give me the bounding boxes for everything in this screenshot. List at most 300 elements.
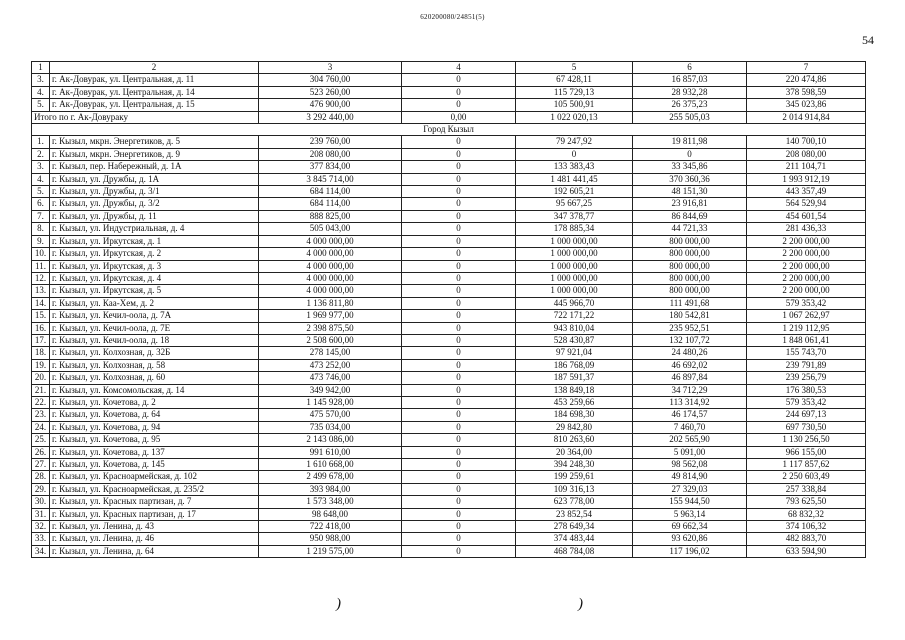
table-row	[32, 86, 866, 98]
row-number: 22.	[32, 396, 50, 408]
table-row	[32, 297, 866, 309]
table-row	[32, 459, 866, 471]
amount-col3-cell: 4 000 000,00	[259, 248, 402, 260]
amount-col6-cell: 16 857,03	[633, 74, 747, 86]
column-number: 5	[516, 62, 633, 74]
amount-col4-cell: 0	[402, 198, 516, 210]
amount-col3-cell: 505 043,00	[259, 223, 402, 235]
amount-col5-cell: 1 481 441,45	[516, 173, 633, 185]
amount-col7-cell: 155 743,70	[747, 347, 866, 359]
total-amount-cell: 3 292 440,00	[259, 111, 402, 123]
amount-col7-cell: 1 130 256,50	[747, 434, 866, 446]
amount-col3-cell: 4 000 000,00	[259, 272, 402, 284]
amount-col7-cell: 1 993 912,19	[747, 173, 866, 185]
address-cell: г. Кызыл, ул. Ленина, д. 64	[50, 545, 259, 557]
table-row	[32, 533, 866, 545]
address-cell: г. Ак-Довурак, ул. Центральная, д. 14	[50, 86, 259, 98]
amount-col5-cell: 97 921,04	[516, 347, 633, 359]
address-cell: г. Кызыл, ул. Кочетова, д. 145	[50, 459, 259, 471]
row-number: 4.	[32, 86, 50, 98]
table-row	[32, 260, 866, 272]
amount-col7-cell: 2 200 000,00	[747, 272, 866, 284]
row-number: 20.	[32, 372, 50, 384]
amount-col4-cell: 0	[402, 310, 516, 322]
row-number: 21.	[32, 384, 50, 396]
amount-col4-cell: 0	[402, 533, 516, 545]
amount-col4-cell: 0	[402, 161, 516, 173]
amount-col6-cell: 34 712,29	[633, 384, 747, 396]
amount-col6-cell: 800 000,00	[633, 285, 747, 297]
amount-col7-cell: 220 474,86	[747, 74, 866, 86]
row-number: 29.	[32, 483, 50, 495]
address-cell: г. Кызыл, ул. Иркутская, д. 5	[50, 285, 259, 297]
table-row	[32, 136, 866, 148]
amount-col4-cell: 0	[402, 372, 516, 384]
table-row	[32, 434, 866, 446]
amount-col7-cell: 68 832,32	[747, 508, 866, 520]
amount-col6-cell: 46 174,57	[633, 409, 747, 421]
amount-col6-cell: 800 000,00	[633, 235, 747, 247]
amount-col7-cell: 1 219 112,95	[747, 322, 866, 334]
amount-col5-cell: 192 605,21	[516, 186, 633, 198]
amount-col4-cell: 0	[402, 545, 516, 557]
amount-col7-cell: 378 598,59	[747, 86, 866, 98]
handwritten-mark: )	[336, 596, 341, 612]
amount-col5-cell: 1 000 000,00	[516, 272, 633, 284]
amount-col7-cell: 2 200 000,00	[747, 260, 866, 272]
amount-col6-cell: 132 107,72	[633, 334, 747, 346]
row-number: 24.	[32, 421, 50, 433]
table-row	[32, 285, 866, 297]
total-amount-cell: 2 014 914,84	[747, 111, 866, 123]
amount-col7-cell: 345 023,86	[747, 99, 866, 111]
amount-col5-cell: 468 784,08	[516, 545, 633, 557]
row-number: 25.	[32, 434, 50, 446]
amount-col4-cell: 0	[402, 359, 516, 371]
amount-col7-cell: 176 380,53	[747, 384, 866, 396]
column-number: 3	[259, 62, 402, 74]
amount-col5-cell: 278 649,34	[516, 521, 633, 533]
amount-col7-cell: 579 353,42	[747, 396, 866, 408]
table-row	[32, 334, 866, 346]
table-row	[32, 99, 866, 111]
amount-col4-cell: 0	[402, 74, 516, 86]
amount-col7-cell: 239 256,79	[747, 372, 866, 384]
amount-col4-cell: 0	[402, 148, 516, 160]
amount-col5-cell: 810 263,60	[516, 434, 633, 446]
amount-col7-cell: 443 357,49	[747, 186, 866, 198]
table-row	[32, 272, 866, 284]
address-cell: г. Кызыл, ул. Дружбы, д. 3/2	[50, 198, 259, 210]
row-number: 6.	[32, 198, 50, 210]
amount-col6-cell: 23 916,81	[633, 198, 747, 210]
address-cell: г. Кызыл, ул. Дружбы, д. 11	[50, 210, 259, 222]
address-cell: г. Кызыл, ул. Красных партизан, д. 7	[50, 496, 259, 508]
address-cell: г. Кызыл, ул. Кочетова, д. 64	[50, 409, 259, 421]
amount-col7-cell: 239 791,89	[747, 359, 866, 371]
amount-col4-cell: 0	[402, 285, 516, 297]
amount-col6-cell: 5 963,14	[633, 508, 747, 520]
address-cell: г. Кызыл, ул. Кочетова, д. 2	[50, 396, 259, 408]
amount-col7-cell: 2 200 000,00	[747, 285, 866, 297]
amount-col5-cell: 178 885,34	[516, 223, 633, 235]
address-cell: г. Кызыл, ул. Иркутская, д. 3	[50, 260, 259, 272]
amount-col3-cell: 1 610 668,00	[259, 459, 402, 471]
amount-col5-cell: 0	[516, 148, 633, 160]
amount-col6-cell: 370 360,36	[633, 173, 747, 185]
table-row	[32, 148, 866, 160]
table-row	[32, 372, 866, 384]
amount-col4-cell: 0	[402, 186, 516, 198]
amount-col6-cell: 800 000,00	[633, 248, 747, 260]
total-amount-cell: 1 022 020,13	[516, 111, 633, 123]
address-cell: г. Кызыл, ул. Индустриальная, д. 4	[50, 223, 259, 235]
amount-col3-cell: 473 746,00	[259, 372, 402, 384]
amount-col3-cell: 239 760,00	[259, 136, 402, 148]
address-cell: г. Кызыл, ул. Иркутская, д. 1	[50, 235, 259, 247]
amount-col7-cell: 244 697,13	[747, 409, 866, 421]
row-number: 31.	[32, 508, 50, 520]
table-row	[32, 74, 866, 86]
amount-col4-cell: 0	[402, 347, 516, 359]
amount-col3-cell: 377 834,00	[259, 161, 402, 173]
amount-col4-cell: 0	[402, 136, 516, 148]
amount-col7-cell: 1 067 262,97	[747, 310, 866, 322]
row-number: 10.	[32, 248, 50, 260]
address-cell: г. Кызыл, ул. Красноармейская, д. 235/2	[50, 483, 259, 495]
amount-col7-cell: 1 848 061,41	[747, 334, 866, 346]
amount-col6-cell: 800 000,00	[633, 272, 747, 284]
amount-col5-cell: 453 259,66	[516, 396, 633, 408]
table-row	[32, 198, 866, 210]
row-number: 2.	[32, 148, 50, 160]
amount-col3-cell: 684 114,00	[259, 198, 402, 210]
address-cell: г. Кызыл, ул. Кечил-оола, д. 7Е	[50, 322, 259, 334]
amount-col6-cell: 19 811,98	[633, 136, 747, 148]
row-number: 1.	[32, 136, 50, 148]
amount-col6-cell: 800 000,00	[633, 260, 747, 272]
address-cell: г. Кызыл, ул. Кечил-оола, д. 7А	[50, 310, 259, 322]
amount-col3-cell: 2 143 086,00	[259, 434, 402, 446]
address-cell: г. Кызыл, ул. Иркутская, д. 2	[50, 248, 259, 260]
amount-col6-cell: 48 151,30	[633, 186, 747, 198]
amount-col3-cell: 1 145 928,00	[259, 396, 402, 408]
table-row	[32, 310, 866, 322]
amount-col4-cell: 0	[402, 409, 516, 421]
amount-col5-cell: 347 378,77	[516, 210, 633, 222]
table-row	[32, 384, 866, 396]
amount-col7-cell: 966 155,00	[747, 446, 866, 458]
address-cell: г. Кызыл, ул. Комсомольская, д. 14	[50, 384, 259, 396]
column-number: 2	[50, 62, 259, 74]
amount-col5-cell: 722 171,22	[516, 310, 633, 322]
amount-col7-cell: 211 104,71	[747, 161, 866, 173]
address-cell: г. Кызыл, ул. Колхозная, д. 60	[50, 372, 259, 384]
amount-col6-cell: 180 542,81	[633, 310, 747, 322]
row-number: 17.	[32, 334, 50, 346]
amount-col4-cell: 0	[402, 235, 516, 247]
amount-col4-cell: 0	[402, 223, 516, 235]
table-row	[32, 496, 866, 508]
amount-col3-cell: 2 499 678,00	[259, 471, 402, 483]
amount-col4-cell: 0	[402, 508, 516, 520]
table-row	[32, 173, 866, 185]
amount-col4-cell: 0	[402, 421, 516, 433]
row-number: 9.	[32, 235, 50, 247]
section-row	[32, 124, 866, 136]
amount-col3-cell: 4 000 000,00	[259, 285, 402, 297]
total-row	[32, 111, 866, 123]
amount-col3-cell: 98 648,00	[259, 508, 402, 520]
total-label: Итого по г. Ак-Довураку	[32, 111, 259, 123]
amount-col6-cell: 235 952,51	[633, 322, 747, 334]
row-number: 30.	[32, 496, 50, 508]
amount-col3-cell: 473 252,00	[259, 359, 402, 371]
amount-col6-cell: 117 196,02	[633, 545, 747, 557]
amount-col4-cell: 0	[402, 446, 516, 458]
amount-col6-cell: 44 721,33	[633, 223, 747, 235]
amount-col4-cell: 0	[402, 322, 516, 334]
address-cell: г. Кызыл, ул. Кочетова, д. 95	[50, 434, 259, 446]
row-number: 5.	[32, 99, 50, 111]
table-row	[32, 210, 866, 222]
row-number: 28.	[32, 471, 50, 483]
address-cell: г. Кызыл, ул. Красных партизан, д. 17	[50, 508, 259, 520]
amount-col6-cell: 46 897,84	[633, 372, 747, 384]
row-number: 33.	[32, 533, 50, 545]
amount-col3-cell: 304 760,00	[259, 74, 402, 86]
amount-col6-cell: 111 491,68	[633, 297, 747, 309]
address-cell: г. Кызыл, ул. Колхозная, д. 32Б	[50, 347, 259, 359]
amount-col7-cell: 2 250 603,49	[747, 471, 866, 483]
amount-col3-cell: 888 825,00	[259, 210, 402, 222]
amount-col3-cell: 1 219 575,00	[259, 545, 402, 557]
amount-col5-cell: 1 000 000,00	[516, 248, 633, 260]
amount-col6-cell: 86 844,69	[633, 210, 747, 222]
amount-col5-cell: 394 248,30	[516, 459, 633, 471]
amount-col7-cell: 579 353,42	[747, 297, 866, 309]
amount-col7-cell: 2 200 000,00	[747, 235, 866, 247]
address-cell: г. Кызыл, ул. Кочетова, д. 137	[50, 446, 259, 458]
row-number: 3.	[32, 161, 50, 173]
amount-col4-cell: 0	[402, 471, 516, 483]
amount-col7-cell: 793 625,50	[747, 496, 866, 508]
address-cell: г. Кызыл, ул. Кочетова, д. 94	[50, 421, 259, 433]
amount-col6-cell: 155 944,50	[633, 496, 747, 508]
amount-col5-cell: 1 000 000,00	[516, 285, 633, 297]
amount-col3-cell: 4 000 000,00	[259, 260, 402, 272]
amount-col5-cell: 105 500,91	[516, 99, 633, 111]
amount-col5-cell: 67 428,11	[516, 74, 633, 86]
amount-col5-cell: 23 852,54	[516, 508, 633, 520]
amount-col5-cell: 1 000 000,00	[516, 260, 633, 272]
amount-col3-cell: 3 845 714,00	[259, 173, 402, 185]
table-row	[32, 347, 866, 359]
amount-col5-cell: 943 810,04	[516, 322, 633, 334]
amount-col5-cell: 187 591,37	[516, 372, 633, 384]
document-id: 620200080/24851(5)	[420, 13, 485, 21]
amount-col4-cell: 0	[402, 297, 516, 309]
amount-col4-cell: 0	[402, 99, 516, 111]
amount-col7-cell: 140 700,10	[747, 136, 866, 148]
amount-col3-cell: 991 610,00	[259, 446, 402, 458]
amount-col5-cell: 186 768,09	[516, 359, 633, 371]
handwritten-mark: )	[578, 596, 583, 612]
amount-col6-cell: 27 329,03	[633, 483, 747, 495]
register-table-body	[32, 62, 866, 558]
amount-col7-cell: 281 436,33	[747, 223, 866, 235]
amount-col7-cell: 454 601,54	[747, 210, 866, 222]
amount-col4-cell: 0	[402, 434, 516, 446]
row-number: 3.	[32, 74, 50, 86]
amount-col3-cell: 4 000 000,00	[259, 235, 402, 247]
amount-col5-cell: 115 729,13	[516, 86, 633, 98]
amount-col3-cell: 523 260,00	[259, 86, 402, 98]
table-row	[32, 186, 866, 198]
amount-col4-cell: 0	[402, 459, 516, 471]
column-number: 6	[633, 62, 747, 74]
row-number: 27.	[32, 459, 50, 471]
table-row	[32, 483, 866, 495]
amount-col5-cell: 1 000 000,00	[516, 235, 633, 247]
amount-col3-cell: 2 398 875,50	[259, 322, 402, 334]
amount-col4-cell: 0	[402, 483, 516, 495]
amount-col4-cell: 0	[402, 260, 516, 272]
row-number: 26.	[32, 446, 50, 458]
amount-col5-cell: 133 383,43	[516, 161, 633, 173]
amount-col4-cell: 0	[402, 496, 516, 508]
amount-col6-cell: 33 345,86	[633, 161, 747, 173]
table-row	[32, 521, 866, 533]
amount-col5-cell: 184 698,30	[516, 409, 633, 421]
amount-col4-cell: 0	[402, 86, 516, 98]
row-number: 18.	[32, 347, 50, 359]
amount-col5-cell: 79 247,92	[516, 136, 633, 148]
table-row	[32, 235, 866, 247]
column-number: 1	[32, 62, 50, 74]
table-row	[32, 396, 866, 408]
amount-col5-cell: 138 849,18	[516, 384, 633, 396]
row-number: 14.	[32, 297, 50, 309]
total-amount-cell: 255 505,03	[633, 111, 747, 123]
amount-col7-cell: 2 200 000,00	[747, 248, 866, 260]
amount-col5-cell: 20 364,00	[516, 446, 633, 458]
amount-col7-cell: 374 106,32	[747, 521, 866, 533]
address-cell: г. Кызыл, ул. Иркутская, д. 4	[50, 272, 259, 284]
address-cell: г. Кызыл, ул. Красноармейская, д. 102	[50, 471, 259, 483]
amount-col5-cell: 109 316,13	[516, 483, 633, 495]
amount-col3-cell: 1 969 977,00	[259, 310, 402, 322]
address-cell: г. Ак-Довурак, ул. Центральная, д. 15	[50, 99, 259, 111]
table-row	[32, 322, 866, 334]
amount-col3-cell: 476 900,00	[259, 99, 402, 111]
address-cell: г. Кызыл, ул. Дружбы, д. 3/1	[50, 186, 259, 198]
amount-col7-cell: 257 338,84	[747, 483, 866, 495]
amount-col3-cell: 722 418,00	[259, 521, 402, 533]
amount-col3-cell: 278 145,00	[259, 347, 402, 359]
address-cell: г. Кызыл, ул. Ленина, д. 46	[50, 533, 259, 545]
amount-col3-cell: 735 034,00	[259, 421, 402, 433]
amount-col3-cell: 475 570,00	[259, 409, 402, 421]
amount-col7-cell: 1 117 857,62	[747, 459, 866, 471]
amount-col5-cell: 374 483,44	[516, 533, 633, 545]
row-number: 15.	[32, 310, 50, 322]
table-row	[32, 248, 866, 260]
address-cell: г. Кызыл, ул. Дружбы, д. 1А	[50, 173, 259, 185]
table-row	[32, 446, 866, 458]
amount-col6-cell: 98 562,08	[633, 459, 747, 471]
amount-col6-cell: 0	[633, 148, 747, 160]
column-number: 7	[747, 62, 866, 74]
amount-col4-cell: 0	[402, 384, 516, 396]
amount-col6-cell: 202 565,90	[633, 434, 747, 446]
amount-col3-cell: 684 114,00	[259, 186, 402, 198]
amount-col6-cell: 69 662,34	[633, 521, 747, 533]
amount-col3-cell: 950 988,00	[259, 533, 402, 545]
table-row	[32, 471, 866, 483]
amount-col3-cell: 393 984,00	[259, 483, 402, 495]
row-number: 16.	[32, 322, 50, 334]
row-number: 5.	[32, 186, 50, 198]
amount-col6-cell: 46 692,02	[633, 359, 747, 371]
amount-col7-cell: 697 730,50	[747, 421, 866, 433]
amount-col5-cell: 29 842,80	[516, 421, 633, 433]
address-cell: г. Кызыл, мкрн. Энергетиков, д. 9	[50, 148, 259, 160]
amount-col7-cell: 482 883,70	[747, 533, 866, 545]
amount-col3-cell: 1 573 348,00	[259, 496, 402, 508]
row-number: 8.	[32, 223, 50, 235]
amount-col5-cell: 623 778,00	[516, 496, 633, 508]
amount-col6-cell: 28 932,28	[633, 86, 747, 98]
amount-col4-cell: 0	[402, 173, 516, 185]
amount-col5-cell: 95 667,25	[516, 198, 633, 210]
amount-col7-cell: 208 080,00	[747, 148, 866, 160]
address-cell: г. Кызыл, ул. Ленина, д. 43	[50, 521, 259, 533]
amount-col4-cell: 0	[402, 210, 516, 222]
address-cell: г. Ак-Довурак, ул. Центральная, д. 11	[50, 74, 259, 86]
amount-col6-cell: 26 375,23	[633, 99, 747, 111]
amount-col6-cell: 93 620,86	[633, 533, 747, 545]
row-number: 23.	[32, 409, 50, 421]
row-number: 13.	[32, 285, 50, 297]
amount-col3-cell: 1 136 811,80	[259, 297, 402, 309]
section-title: Город Кызыл	[32, 124, 866, 136]
amount-col3-cell: 2 508 600,00	[259, 334, 402, 346]
amount-col6-cell: 24 480,26	[633, 347, 747, 359]
address-cell: г. Кызыл, пер. Набережный, д. 1А	[50, 161, 259, 173]
amount-col5-cell: 445 966,70	[516, 297, 633, 309]
address-cell: г. Кызыл, ул. Каа-Хем, д. 2	[50, 297, 259, 309]
amount-col5-cell: 199 259,61	[516, 471, 633, 483]
total-amount-cell: 0,00	[402, 111, 516, 123]
register-table	[31, 61, 866, 558]
table-row	[32, 508, 866, 520]
amount-col4-cell: 0	[402, 521, 516, 533]
amount-col6-cell: 49 814,90	[633, 471, 747, 483]
page-number: 54	[862, 33, 874, 47]
column-number: 4	[402, 62, 516, 74]
row-number: 7.	[32, 210, 50, 222]
amount-col7-cell: 564 529,94	[747, 198, 866, 210]
amount-col4-cell: 0	[402, 272, 516, 284]
address-cell: г. Кызыл, мкрн. Энергетиков, д. 5	[50, 136, 259, 148]
amount-col3-cell: 208 080,00	[259, 148, 402, 160]
row-number: 34.	[32, 545, 50, 557]
table-row	[32, 359, 866, 371]
table-row	[32, 545, 866, 557]
table-row	[32, 409, 866, 421]
table-row	[32, 161, 866, 173]
